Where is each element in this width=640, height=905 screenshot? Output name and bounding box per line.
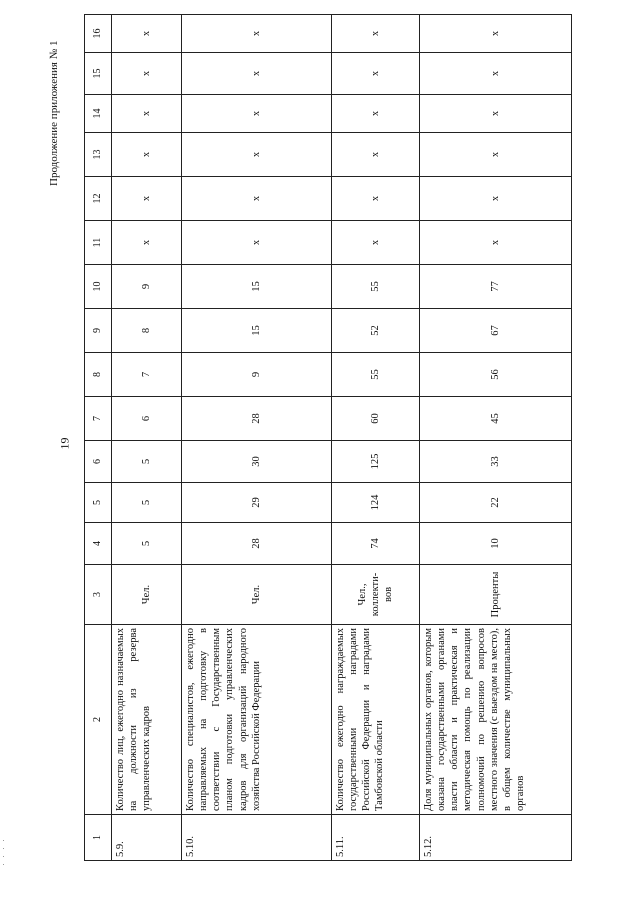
value-cell: 7	[112, 353, 182, 397]
unit-cell: Чел., коллекти-вов	[332, 565, 420, 625]
rotated-table-stage	[84, 21, 639, 861]
value-cell: 6	[112, 397, 182, 441]
value-cell: 124	[332, 483, 420, 523]
header-cell: 9	[85, 309, 112, 353]
header-cell: 4	[85, 523, 112, 565]
value-cell: 28	[182, 523, 332, 565]
value-cell: 15	[182, 265, 332, 309]
value-cell: x	[112, 15, 182, 53]
value-cell: x	[182, 221, 332, 265]
row-number-cell: 5.10.	[182, 815, 332, 861]
value-cell: x	[420, 133, 572, 177]
indicator-description-cell: Количество специалистов, ежегодно направляемых на подготовку в соответствии с Государственным планом подготовки управленческих кадров для организаций народного хозяйства Российской Федерации	[182, 625, 332, 815]
header-cell: 5	[85, 483, 112, 523]
value-cell: 33	[420, 441, 572, 483]
value-cell: 77	[420, 265, 572, 309]
header-cell: 15	[85, 53, 112, 95]
value-cell: 29	[182, 483, 332, 523]
value-cell: x	[420, 53, 572, 95]
page-number-container	[50, 436, 80, 456]
indicators-table	[84, 14, 572, 861]
value-cell: x	[420, 15, 572, 53]
value-cell: x	[182, 133, 332, 177]
value-cell: x	[112, 133, 182, 177]
value-cell: 28	[182, 397, 332, 441]
value-cell: 55	[332, 265, 420, 309]
header-cell: 8	[85, 353, 112, 397]
value-cell: 5	[112, 441, 182, 483]
header-cell: 3	[85, 565, 112, 625]
header-row	[85, 15, 112, 861]
table-row	[332, 15, 420, 861]
header-cell: 10	[85, 265, 112, 309]
value-cell: 9	[182, 353, 332, 397]
value-cell: 125	[332, 441, 420, 483]
value-cell: x	[112, 53, 182, 95]
value-cell: x	[420, 95, 572, 133]
value-cell: 45	[420, 397, 572, 441]
value-cell: 5	[112, 523, 182, 565]
value-cell: 56	[420, 353, 572, 397]
unit-cell: Чел.	[182, 565, 332, 625]
value-cell: x	[112, 177, 182, 221]
value-cell: 9	[112, 265, 182, 309]
header-cell: 16	[85, 15, 112, 53]
value-cell: x	[182, 177, 332, 221]
row-number-cell: 5.9.	[112, 815, 182, 861]
value-cell: x	[332, 53, 420, 95]
table-row	[182, 15, 332, 861]
indicator-description-cell: Количество лиц, ежегодно назначаемых на должности из резерва управленческих кадров	[112, 625, 182, 815]
value-cell: 52	[332, 309, 420, 353]
appendix-note: Продолжение приложения № 1	[48, 40, 60, 186]
value-cell: 74	[332, 523, 420, 565]
value-cell: 67	[420, 309, 572, 353]
value-cell: x	[182, 15, 332, 53]
value-cell: x	[332, 177, 420, 221]
value-cell: 22	[420, 483, 572, 523]
header-cell: 12	[85, 177, 112, 221]
header-cell: 14	[85, 95, 112, 133]
header-cell: 11	[85, 221, 112, 265]
value-cell: x	[332, 15, 420, 53]
value-cell: x	[332, 133, 420, 177]
value-cell: 8	[112, 309, 182, 353]
header-cell: 6	[85, 441, 112, 483]
value-cell: x	[112, 95, 182, 133]
table-row	[112, 15, 182, 861]
value-cell: x	[332, 95, 420, 133]
value-cell: x	[420, 221, 572, 265]
margin-dots	[3, 840, 7, 880]
value-cell: x	[182, 53, 332, 95]
row-number-cell: 5.12.	[420, 815, 572, 861]
value-cell: 5	[112, 483, 182, 523]
header-cell: 2	[85, 625, 112, 815]
value-cell: 30	[182, 441, 332, 483]
value-cell: 10	[420, 523, 572, 565]
value-cell: x	[182, 95, 332, 133]
value-cell: x	[420, 177, 572, 221]
header-cell: 13	[85, 133, 112, 177]
appendix-note-container	[40, 40, 80, 186]
value-cell: 15	[182, 309, 332, 353]
table-row	[420, 15, 572, 861]
unit-cell: Проценты	[420, 565, 572, 625]
value-cell: x	[332, 221, 420, 265]
unit-cell: Чел.	[112, 565, 182, 625]
value-cell: x	[112, 221, 182, 265]
indicator-description-cell: Количество ежегодно награждаемых государственными наградами Российской Федерации и наградами Тамбовской области	[332, 625, 420, 815]
header-cell: 1	[85, 815, 112, 861]
row-number-cell: 5.11.	[332, 815, 420, 861]
indicator-description-cell: Доля муниципальных органов, которым оказана государственными органами власти области и практическая и методическая помощь по реализации полномочий по решению вопросов местного значения (с выездом на место), в общем количестве муниципальных органов	[420, 625, 572, 815]
value-cell: 60	[332, 397, 420, 441]
value-cell: 55	[332, 353, 420, 397]
header-cell: 7	[85, 397, 112, 441]
page-number: 19	[57, 437, 72, 450]
